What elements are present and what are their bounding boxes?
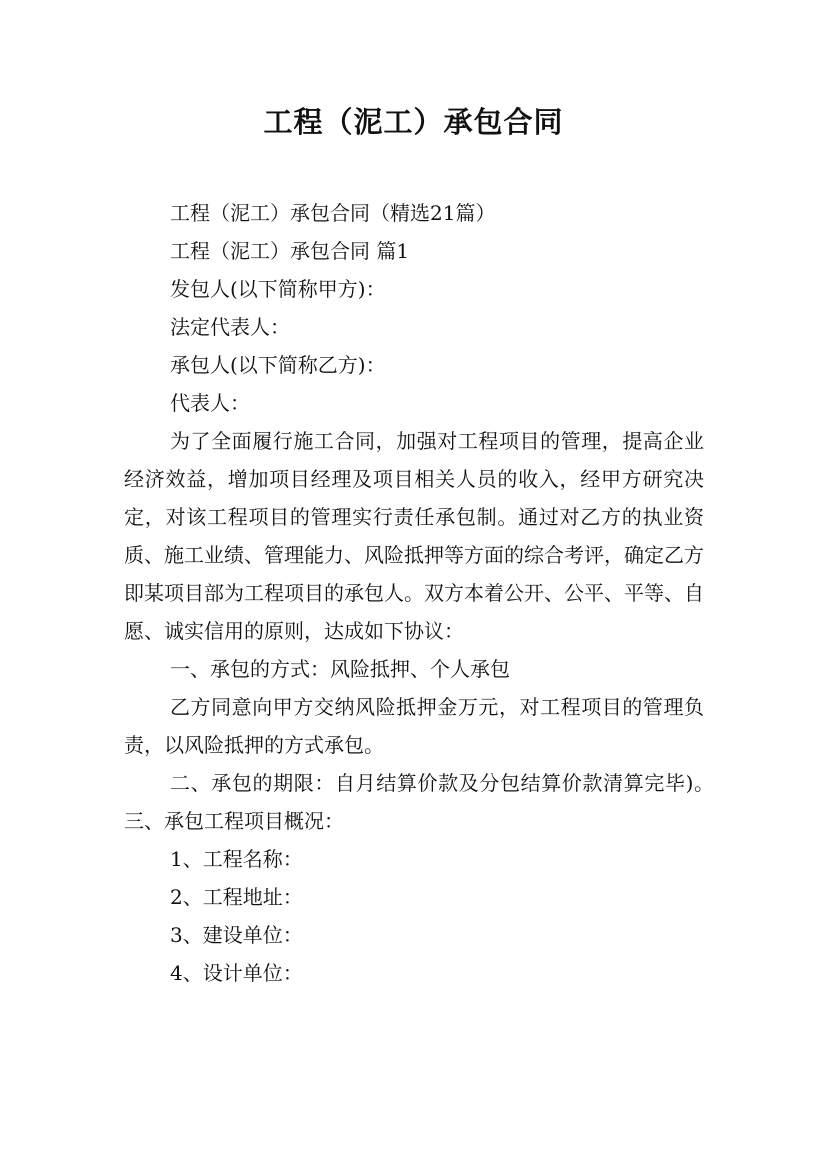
section2-paragraph: 二、承包的期限：自月结算价款及分包结算价款清算完毕)。 三、承包工程项目概况：: [124, 771, 724, 833]
section-heading-line: 工程（泥工）承包合同 篇1: [170, 239, 410, 263]
document-title: 工程（泥工）承包合同: [263, 105, 564, 139]
document-body: [124, 194, 724, 992]
list-item: 4、设计单位：: [170, 961, 303, 985]
section1-paragraph: 乙方同意向甲方交纳风险抵押金万元，对工程项目的管理负责，以风险抵押的方式承包。: [124, 695, 704, 757]
section1-heading: 一、承包的方式：风险抵押、个人承包: [170, 657, 510, 681]
representative-line: 代表人：: [170, 391, 250, 415]
legal-representative-line: 法定代表人：: [170, 315, 290, 339]
party-a-line: 发包人(以下简称甲方)：: [170, 277, 386, 301]
subtitle-line: 工程（泥工）承包合同（精选21篇）: [170, 201, 496, 225]
list-item: 1、工程名称：: [170, 847, 303, 871]
list-item: 3、建设单位：: [170, 923, 303, 947]
intro-paragraph: 为了全面履行施工合同，加强对工程项目的管理，提高企业经济效益，增加项目经理及项目相关人员的收入，经甲方研究决定，对该工程项目的管理实行责任承包制。通过对乙方的执业资质、施工业绩、管理能力、风险抵押等方面的综合考评，确定乙方即某项目部为工程项目的承包人。双方本着公开、公平、平等、自愿、诚实信用的原则，达成如下协议：: [124, 429, 704, 643]
party-b-line: 承包人(以下简称乙方)：: [170, 353, 386, 377]
list-item: 2、工程地址：: [170, 885, 303, 909]
